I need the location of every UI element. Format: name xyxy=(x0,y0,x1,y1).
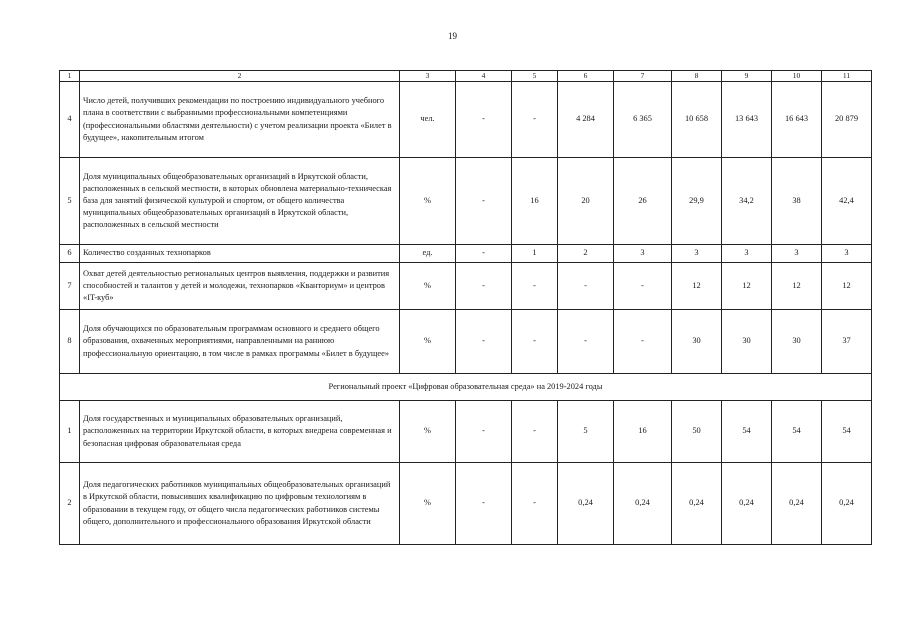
table-row xyxy=(60,401,872,463)
row-number: 6 xyxy=(60,245,80,263)
value-cell: - xyxy=(456,463,512,545)
value-cell: 38 xyxy=(772,158,822,245)
value-cell: 3 xyxy=(672,245,722,263)
value-cell: - xyxy=(512,310,558,374)
value-cell: 3 xyxy=(772,245,822,263)
value-cell: 4 284 xyxy=(558,82,614,158)
table-row xyxy=(60,245,872,263)
header-cell: 11 xyxy=(822,71,872,82)
value-cell: 29,9 xyxy=(672,158,722,245)
value-cell: 42,4 xyxy=(822,158,872,245)
value-cell: 0,24 xyxy=(614,463,672,545)
row-number: 5 xyxy=(60,158,80,245)
row-number: 1 xyxy=(60,401,80,463)
header-cell: 4 xyxy=(456,71,512,82)
value-cell: - xyxy=(512,463,558,545)
value-cell: - xyxy=(512,263,558,310)
value-cell: 13 643 xyxy=(722,82,772,158)
value-cell: 5 xyxy=(558,401,614,463)
value-cell: 26 xyxy=(614,158,672,245)
unit-cell: % xyxy=(400,263,456,310)
value-cell: 1 xyxy=(512,245,558,263)
value-cell: 0,24 xyxy=(672,463,722,545)
indicator-name: Число детей, получивших рекомендации по построению индивидуального учебного плана в соответствии с выбранными профессиональными компетенциями (профессиональными областями деятельности) с учетом реализации проекта «Билет в будущее», накопительным итогом xyxy=(80,82,400,158)
value-cell: 16 643 xyxy=(772,82,822,158)
value-cell: 0,24 xyxy=(772,463,822,545)
header-cell: 2 xyxy=(80,71,400,82)
unit-cell: ед. xyxy=(400,245,456,263)
value-cell: - xyxy=(614,310,672,374)
unit-cell: % xyxy=(400,310,456,374)
value-cell: 0,24 xyxy=(822,463,872,545)
table-row xyxy=(60,82,872,158)
value-cell: 30 xyxy=(772,310,822,374)
value-cell: - xyxy=(456,310,512,374)
value-cell: 12 xyxy=(822,263,872,310)
value-cell: 3 xyxy=(822,245,872,263)
header-cell: 10 xyxy=(772,71,822,82)
table-row xyxy=(60,158,872,245)
value-cell: - xyxy=(512,82,558,158)
table-row xyxy=(60,263,872,310)
value-cell: 0,24 xyxy=(722,463,772,545)
value-cell: 30 xyxy=(672,310,722,374)
value-cell: - xyxy=(512,401,558,463)
header-cell: 6 xyxy=(558,71,614,82)
value-cell: 10 658 xyxy=(672,82,722,158)
page-number: 19 xyxy=(448,31,457,41)
value-cell: 20 xyxy=(558,158,614,245)
header-cell: 7 xyxy=(614,71,672,82)
value-cell: - xyxy=(456,82,512,158)
value-cell: 20 879 xyxy=(822,82,872,158)
section-header-row xyxy=(60,374,872,401)
row-number: 7 xyxy=(60,263,80,310)
indicator-name: Количество созданных технопарков xyxy=(80,245,400,263)
header-cell: 3 xyxy=(400,71,456,82)
value-cell: - xyxy=(614,263,672,310)
value-cell: 34,2 xyxy=(722,158,772,245)
value-cell: 16 xyxy=(614,401,672,463)
row-number: 2 xyxy=(60,463,80,545)
value-cell: 0,24 xyxy=(558,463,614,545)
value-cell: 12 xyxy=(672,263,722,310)
value-cell: - xyxy=(456,263,512,310)
value-cell: - xyxy=(456,158,512,245)
value-cell: 3 xyxy=(722,245,772,263)
section-title: Региональный проект «Цифровая образовательная среда» на 2019-2024 годы xyxy=(60,374,872,401)
column-number-row xyxy=(60,71,872,82)
header-cell: 1 xyxy=(60,71,80,82)
value-cell: 16 xyxy=(512,158,558,245)
table-row xyxy=(60,310,872,374)
value-cell: 6 365 xyxy=(614,82,672,158)
indicator-name: Доля муниципальных общеобразовательных организаций в Иркутской области, расположенных в сельской местности, в которых обновлена материально-техническая база для занятий физической культурой и спортом, от общего количества муниципальных общеобразовательных организаций в Иркутской области, расположенных в сельской местности xyxy=(80,158,400,245)
value-cell: 54 xyxy=(822,401,872,463)
header-cell: 5 xyxy=(512,71,558,82)
value-cell: 54 xyxy=(722,401,772,463)
value-cell: 54 xyxy=(772,401,822,463)
value-cell: 50 xyxy=(672,401,722,463)
indicator-name: Доля обучающихся по образовательным программам основного и среднего общего образования, охваченных мероприятиями, направленными на раннюю профессиональную ориентацию, в том числе в рамках программы «Билет в будущее» xyxy=(80,310,400,374)
row-number: 8 xyxy=(60,310,80,374)
indicator-name: Охват детей деятельностью региональных центров выявления, поддержки и развития способностей и талантов у детей и молодежи, технопарков «Кванториум» и центров «IT-куб» xyxy=(80,263,400,310)
unit-cell: % xyxy=(400,401,456,463)
table-row xyxy=(60,463,872,545)
value-cell: 37 xyxy=(822,310,872,374)
indicator-name: Доля педагогических работников муниципальных общеобразовательных организаций в Иркутской области, повысивших квалификацию по цифровым технологиям в образовании в текущем году, от общего числа педагогических работников системы общего, дополнительного и профессионального образования Иркутской области xyxy=(80,463,400,545)
unit-cell: чел. xyxy=(400,82,456,158)
value-cell: - xyxy=(558,263,614,310)
value-cell: 12 xyxy=(722,263,772,310)
unit-cell: % xyxy=(400,158,456,245)
value-cell: - xyxy=(558,310,614,374)
value-cell: 2 xyxy=(558,245,614,263)
value-cell: 30 xyxy=(722,310,772,374)
row-number: 4 xyxy=(60,82,80,158)
indicators-table xyxy=(59,70,872,545)
value-cell: - xyxy=(456,245,512,263)
header-cell: 8 xyxy=(672,71,722,82)
header-cell: 9 xyxy=(722,71,772,82)
indicator-name: Доля государственных и муниципальных образовательных организаций, расположенных на территории Иркутской области, в которых внедрена современная и безопасная цифровая образовательная среда xyxy=(80,401,400,463)
value-cell: 12 xyxy=(772,263,822,310)
unit-cell: % xyxy=(400,463,456,545)
value-cell: 3 xyxy=(614,245,672,263)
value-cell: - xyxy=(456,401,512,463)
